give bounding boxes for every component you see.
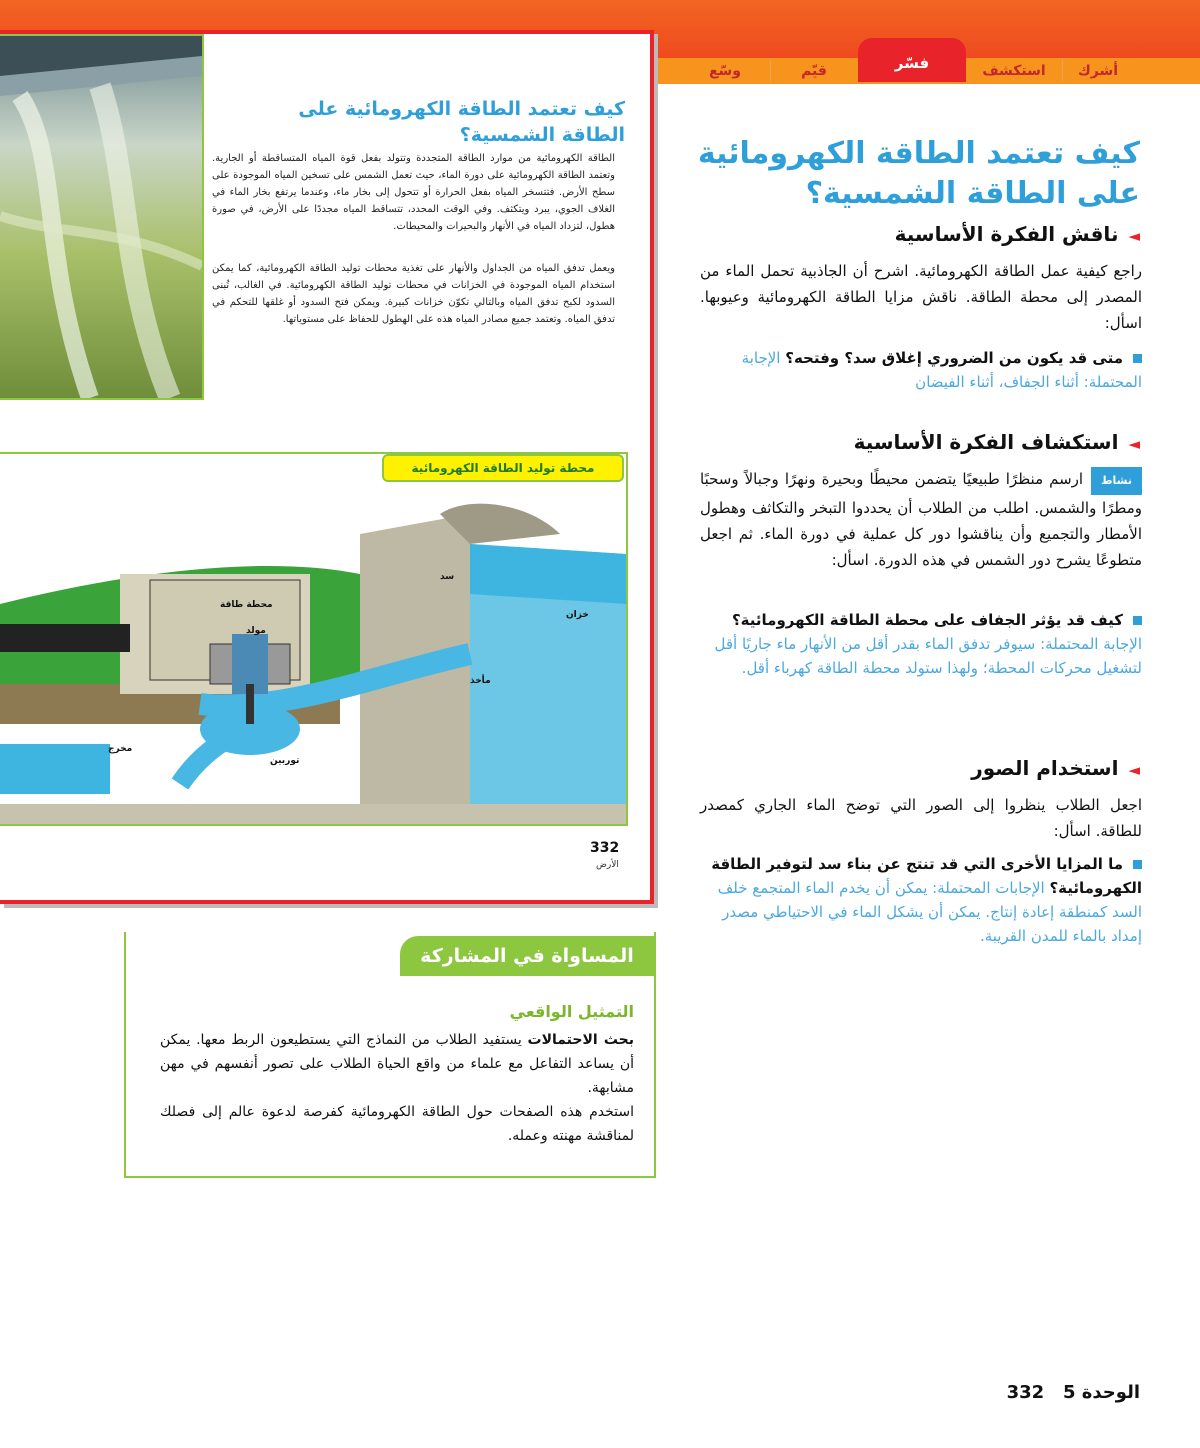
- main-title: كيف تعتمد الطاقة الكهرومائية على الطاقة الشمسية؟: [697, 136, 1140, 211]
- section-discuss-para: راجع كيفية عمل الطاقة الكهرومائية. اشرح أن الجاذبية تحمل الماء من المصدر إلى محطة الطاقة. ناقش مزايا الطاقة الكهرومائية وعيوبها. اسأل:: [700, 262, 1142, 332]
- triangle-bullet-icon: ◄: [1128, 761, 1140, 779]
- label-intake: مأخذ: [470, 676, 491, 686]
- section-explore-question: كيف قد يؤثر الجفاف على محطة الطاقة الكهرومائية؟ الإجابة المحتملة: سيوفر تدفق الماء بقدر أقل من الأنهار ماء جاريًا أقل لتشغيل محركات المحطة؛ ولهذا ستولد محطة الطاقة كهرباء أقل.: [714, 611, 1142, 677]
- activity-badge: نشاط: [1091, 467, 1142, 495]
- hydro-diagram: [0, 452, 628, 826]
- section-images-heading: ◄استخدام الصور: [971, 756, 1140, 780]
- student-page-footer: الأرض: [596, 860, 619, 870]
- tab-evaluate[interactable]: قيّم: [801, 63, 827, 79]
- section-discuss-heading: ◄ناقش الفكرة الأساسية: [894, 222, 1140, 246]
- label-power-station: محطة طاقة: [220, 600, 273, 610]
- panel-header: المساواة في المشاركة: [398, 934, 654, 978]
- page-footer: الوحدة 5 332: [1006, 1382, 1140, 1403]
- square-bullet-icon: [1133, 354, 1142, 363]
- label-reservoir: خزان: [566, 610, 589, 620]
- tab-extend[interactable]: وسّع: [708, 63, 742, 79]
- student-page-title: كيف تعتمد الطاقة الكهرومائية على الطاقة الشمسية؟: [298, 98, 625, 146]
- square-bullet-icon: [1133, 860, 1142, 869]
- section-images-para: اجعل الطلاب ينظروا إلى الصور التي توضح الماء الجاري كمصدر للطاقة. اسأل:: [700, 796, 1142, 840]
- triangle-bullet-icon: ◄: [1128, 227, 1140, 245]
- tab-explain[interactable]: فسّر: [858, 38, 966, 82]
- tab-divider: [1062, 60, 1063, 82]
- diagram-title: محطة توليد الطاقة الكهرومائية: [382, 454, 624, 482]
- label-outlet: مخرج: [108, 744, 133, 754]
- tab-explore[interactable]: استكشف: [982, 63, 1046, 79]
- label-dam: سد: [440, 572, 455, 582]
- panel-title: التمثيل الواقعي: [509, 1002, 634, 1021]
- panel-paragraph-1: بحث الاحتمالات يستفيد الطلاب من النماذج التي يستطيعون الربط معها. يمكن أن يساعد التفاعل مع علماء من واقع الحياة الطلاب على تصور أنفسهم في مهن مشابهة.: [160, 1032, 634, 1096]
- triangle-bullet-icon: ◄: [1128, 435, 1140, 453]
- dam-spillway-image: [0, 36, 202, 398]
- label-turbine: توربين: [270, 756, 300, 766]
- section-explore-heading: ◄استكشاف الفكرة الأساسية: [853, 430, 1140, 454]
- hydro-diagram-art: [0, 454, 626, 824]
- student-paragraph-2: ويعمل تدفق المياه من الجداول والأنهار على تغذية محطات توليد الطاقة الكهرومائية، كما يمكن استخدام المياه الموجودة في الخزانات في محطات توليد الطاقة الكهرومائية. في الغالب، تُبنى السدود لكبح تدفق المياه وبالتالي تكوّن خزانات كبيرة. ويمكن فتح السدود أو غلقها للتحكم في تدفق المياه. وتعتمد جميع مصادر المياه هذه على الهطول للحفاظ على مستوياتها.: [212, 263, 615, 325]
- square-bullet-icon: [1133, 616, 1142, 625]
- section-discuss-question: متى قد يكون من الضروري إغلاق سد؟ وفتحه؟ الإجابة المحتملة: أثناء الجفاف، أثناء الفيضان: [741, 349, 1142, 391]
- section-explore-para: نشاطارسم منظرًا طبيعيًا يتضمن محيطًا وبحيرة ونهرًا وجبالاً وسحبًا ومطرًا والشمس. اطلب من الطلاب أن يحددوا التبخر والتكاثف وهطول الأمطار والتجميع وأن يناقشوا دور كل عملية في دورة الماء. ثم اجعل متطوعًا يشرح دور الشمس في هذه الدورة. اسأل:: [700, 466, 1142, 573]
- label-generator: مولد: [246, 626, 266, 636]
- panel-paragraph-2: استخدم هذه الصفحات حول الطاقة الكهرومائية كفرصة لدعوة عالم إلى فصلك لمناقشة مهنته وعمله.: [160, 1104, 634, 1144]
- waterfall-photo: [0, 34, 204, 400]
- tab-divider: [770, 60, 771, 82]
- student-page-number: 332: [590, 840, 620, 856]
- tab-engage[interactable]: أشرك: [1077, 63, 1119, 79]
- section-images-question: ما المزايا الأخرى التي قد تنتج عن بناء سد لتوفير الطاقة الكهرومائية؟ الإجابات المحتملة: يمكن أن يخدم الماء المتجمع خلف السد كمنطقة إعادة إنتاج. يمكن أن يشكل الماء في الاحتياطي مصدر إمداد بالماء للمدن القريبة.: [711, 855, 1142, 945]
- student-paragraph-1: الطاقة الكهرومائية من موارد الطاقة المتجددة وتتولد بفعل قوة المياه المتساقطة أو الجارية. وتعتمد الطاقة الكهرومائية على دورة الماء، حيث تعمل الشمس على تسخين المياه الموجودة على سطح الأرض. فتتسخر المياه بفعل الحرارة أو تتحول إلى بخار ماء، وعندما يرتفع بخار الماء في الغلاف الجوي، يبرد ويتكثف. وفي الوقت المحدد، تتساقط المياه مجددًا على الأرض، في صورة هطول، لتزداد المياه في الأنهار والبحيرات والمحيطات.: [212, 153, 615, 232]
